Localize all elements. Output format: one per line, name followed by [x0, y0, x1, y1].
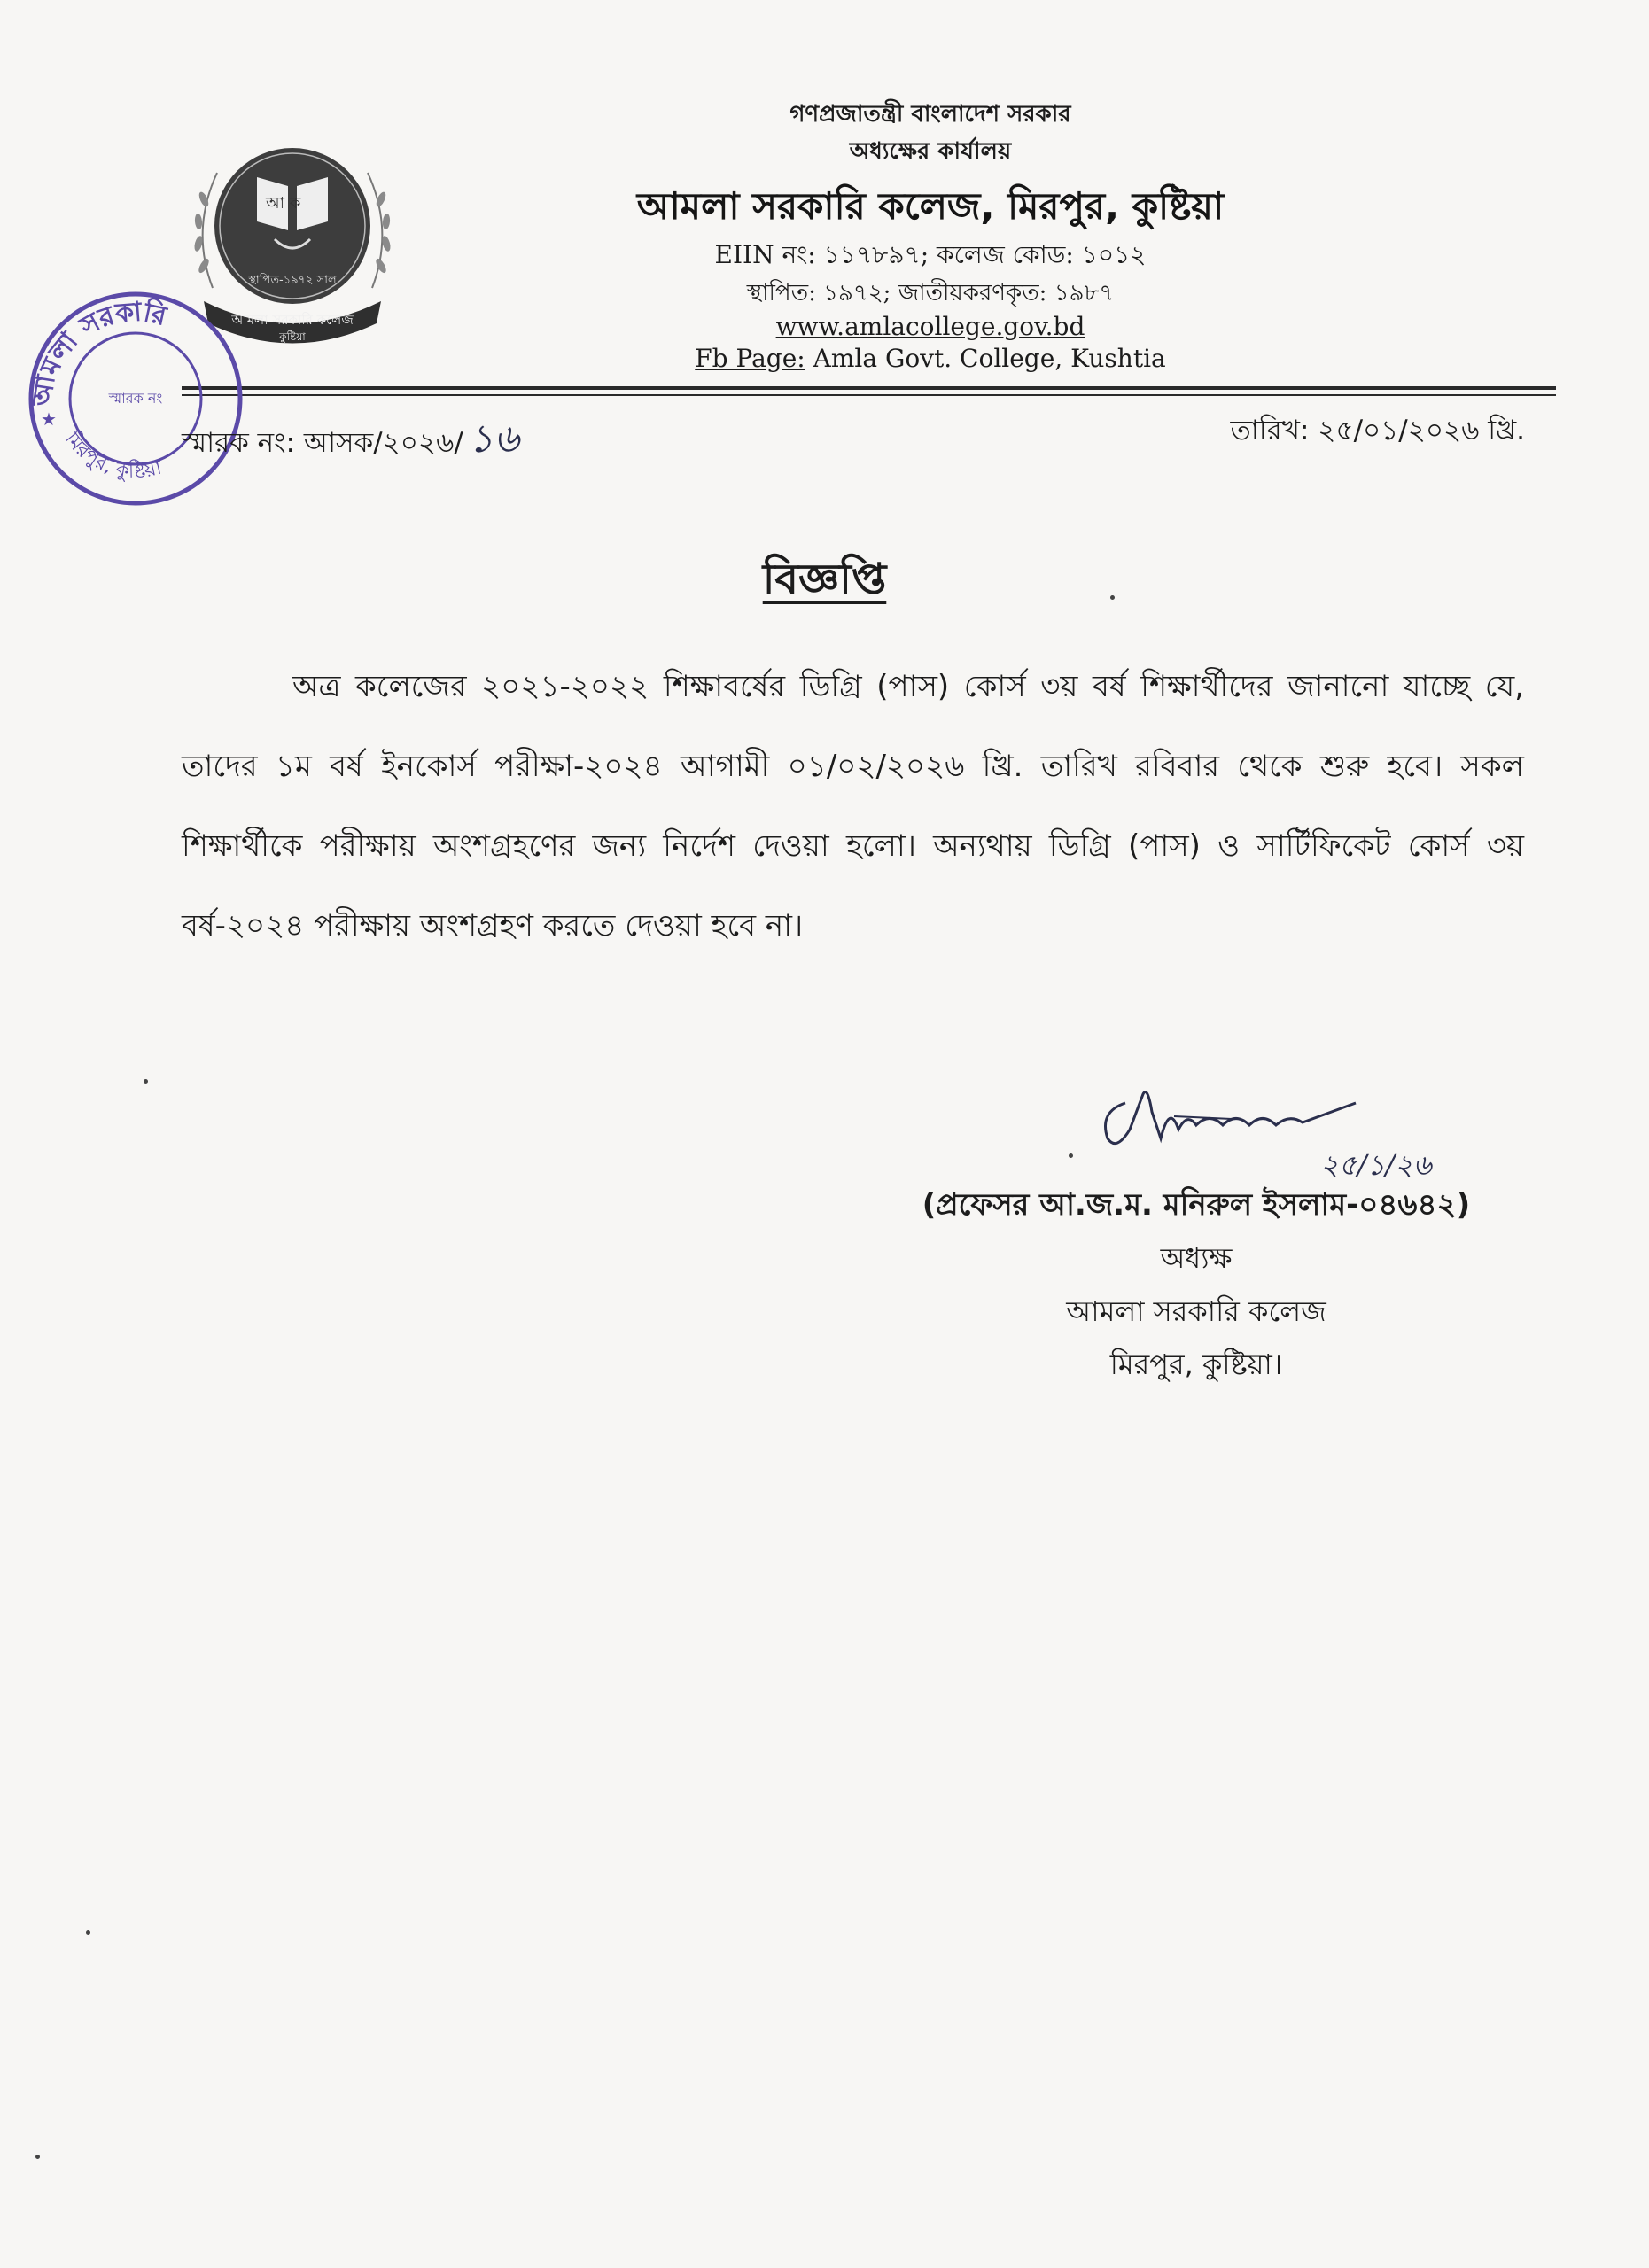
emblem-initials: আ ক: [266, 194, 301, 213]
signer-institution: আমলা সরকারি কলেজ: [1066, 1294, 1326, 1328]
notice-title: [0, 548, 1649, 617]
signer-name: (প্রফেসর আ.জ.ম. মনিরুল ইসলাম-০৪৬৪২): [922, 1187, 1471, 1223]
stamp-outer-text: আমলা সরকারি: [26, 296, 169, 409]
memo-number: ১৬: [468, 416, 519, 462]
stamp-bottom-text: মিরপুর, কুষ্টিয়া: [59, 428, 164, 483]
facebook-page-line: [532, 344, 1329, 373]
office-name: অধ্যক্ষের কার্যালয়: [849, 138, 1012, 165]
paper-speck: [144, 1079, 148, 1084]
header-divider: [182, 386, 1556, 390]
paper-speck: [35, 2155, 40, 2159]
memo-label: স্মারক নং: আসক/২০২৬/: [182, 427, 463, 459]
emblem-established: স্থাপিত-১৯৭২ সাল: [248, 274, 337, 287]
signature-date: ২৫/১/২৬: [1320, 1148, 1432, 1182]
office-stamp: [16, 284, 255, 514]
signer-location: মিরপুর, কুষ্টিয়া।: [1109, 1348, 1283, 1381]
ribbon-text: আমলা সরকারি কলেজ: [231, 312, 354, 328]
fb-page-name: Amla Govt. College, Kushtia: [813, 344, 1166, 373]
signature-block: [886, 1178, 1506, 1391]
college-name: আমলা সরকারি কলেজ, মিরপুর, কুষ্টিয়া: [636, 184, 1225, 228]
memo-reference: [182, 409, 519, 474]
header-divider-thin: [182, 394, 1556, 396]
issue-date: তারিখ: ২৫/০১/২০২৬ খ্রি.: [1230, 415, 1525, 447]
government-name: গণপ্রজাতন্ত্রী বাংলাদেশ সরকার: [789, 101, 1071, 128]
paper-speck: [1110, 595, 1115, 600]
established-line: স্থাপিত: ১৯৭২; জাতীয়করণকৃত: ১৯৮৭: [746, 280, 1115, 307]
signer-designation: অধ্যক্ষ: [1160, 1241, 1233, 1275]
eiin-code-line: EIIN নং: ১১৭৮৯৭; কলেজ কোড: ১০১২: [714, 240, 1147, 269]
ribbon-place: কুষ্টিয়া: [279, 330, 306, 343]
paper-speck: [86, 1930, 90, 1935]
fb-page-label: Fb Page:: [695, 344, 805, 373]
stamp-star-icon: ★: [41, 408, 57, 430]
svg-text:মিরপুর, কুষ্টিয়া: [59, 427, 164, 483]
notice-title-text: বিজ্ঞপ্তি: [762, 555, 887, 604]
website-link[interactable]: www.amlacollege.gov.bd: [775, 312, 1085, 341]
notice-body: অত্র কলেজের ২০২১-২০২২ শিক্ষাবর্ষের ডিগ্রি (পাস) কোর্স ৩য় বর্ষ শিক্ষার্থীদের জানানো যাচ্ছে যে, তাদের ১ম বর্ষ ইনকোর্স পরীক্ষা-২০২৪ আগামী ০১/০২/২০২৬ খ্রি. তারিখ রবিবার থেকে শুরু হবে। সকল শিক্ষার্থীকে পরীক্ষায় অংশগ্রহণের জন্য নির্দেশ দেওয়া হলো। অন্যথায় ডিগ্রি (পাস) ও সার্টিফিকেট কোর্স ৩য় বর্ষ-২০২৪ পরীক্ষায় অংশগ্রহণ করতে দেওয়া হবে না।: [182, 669, 1524, 944]
stamp-inner-text: স্মারক নং: [108, 390, 163, 407]
paper-speck: [1069, 1153, 1073, 1158]
